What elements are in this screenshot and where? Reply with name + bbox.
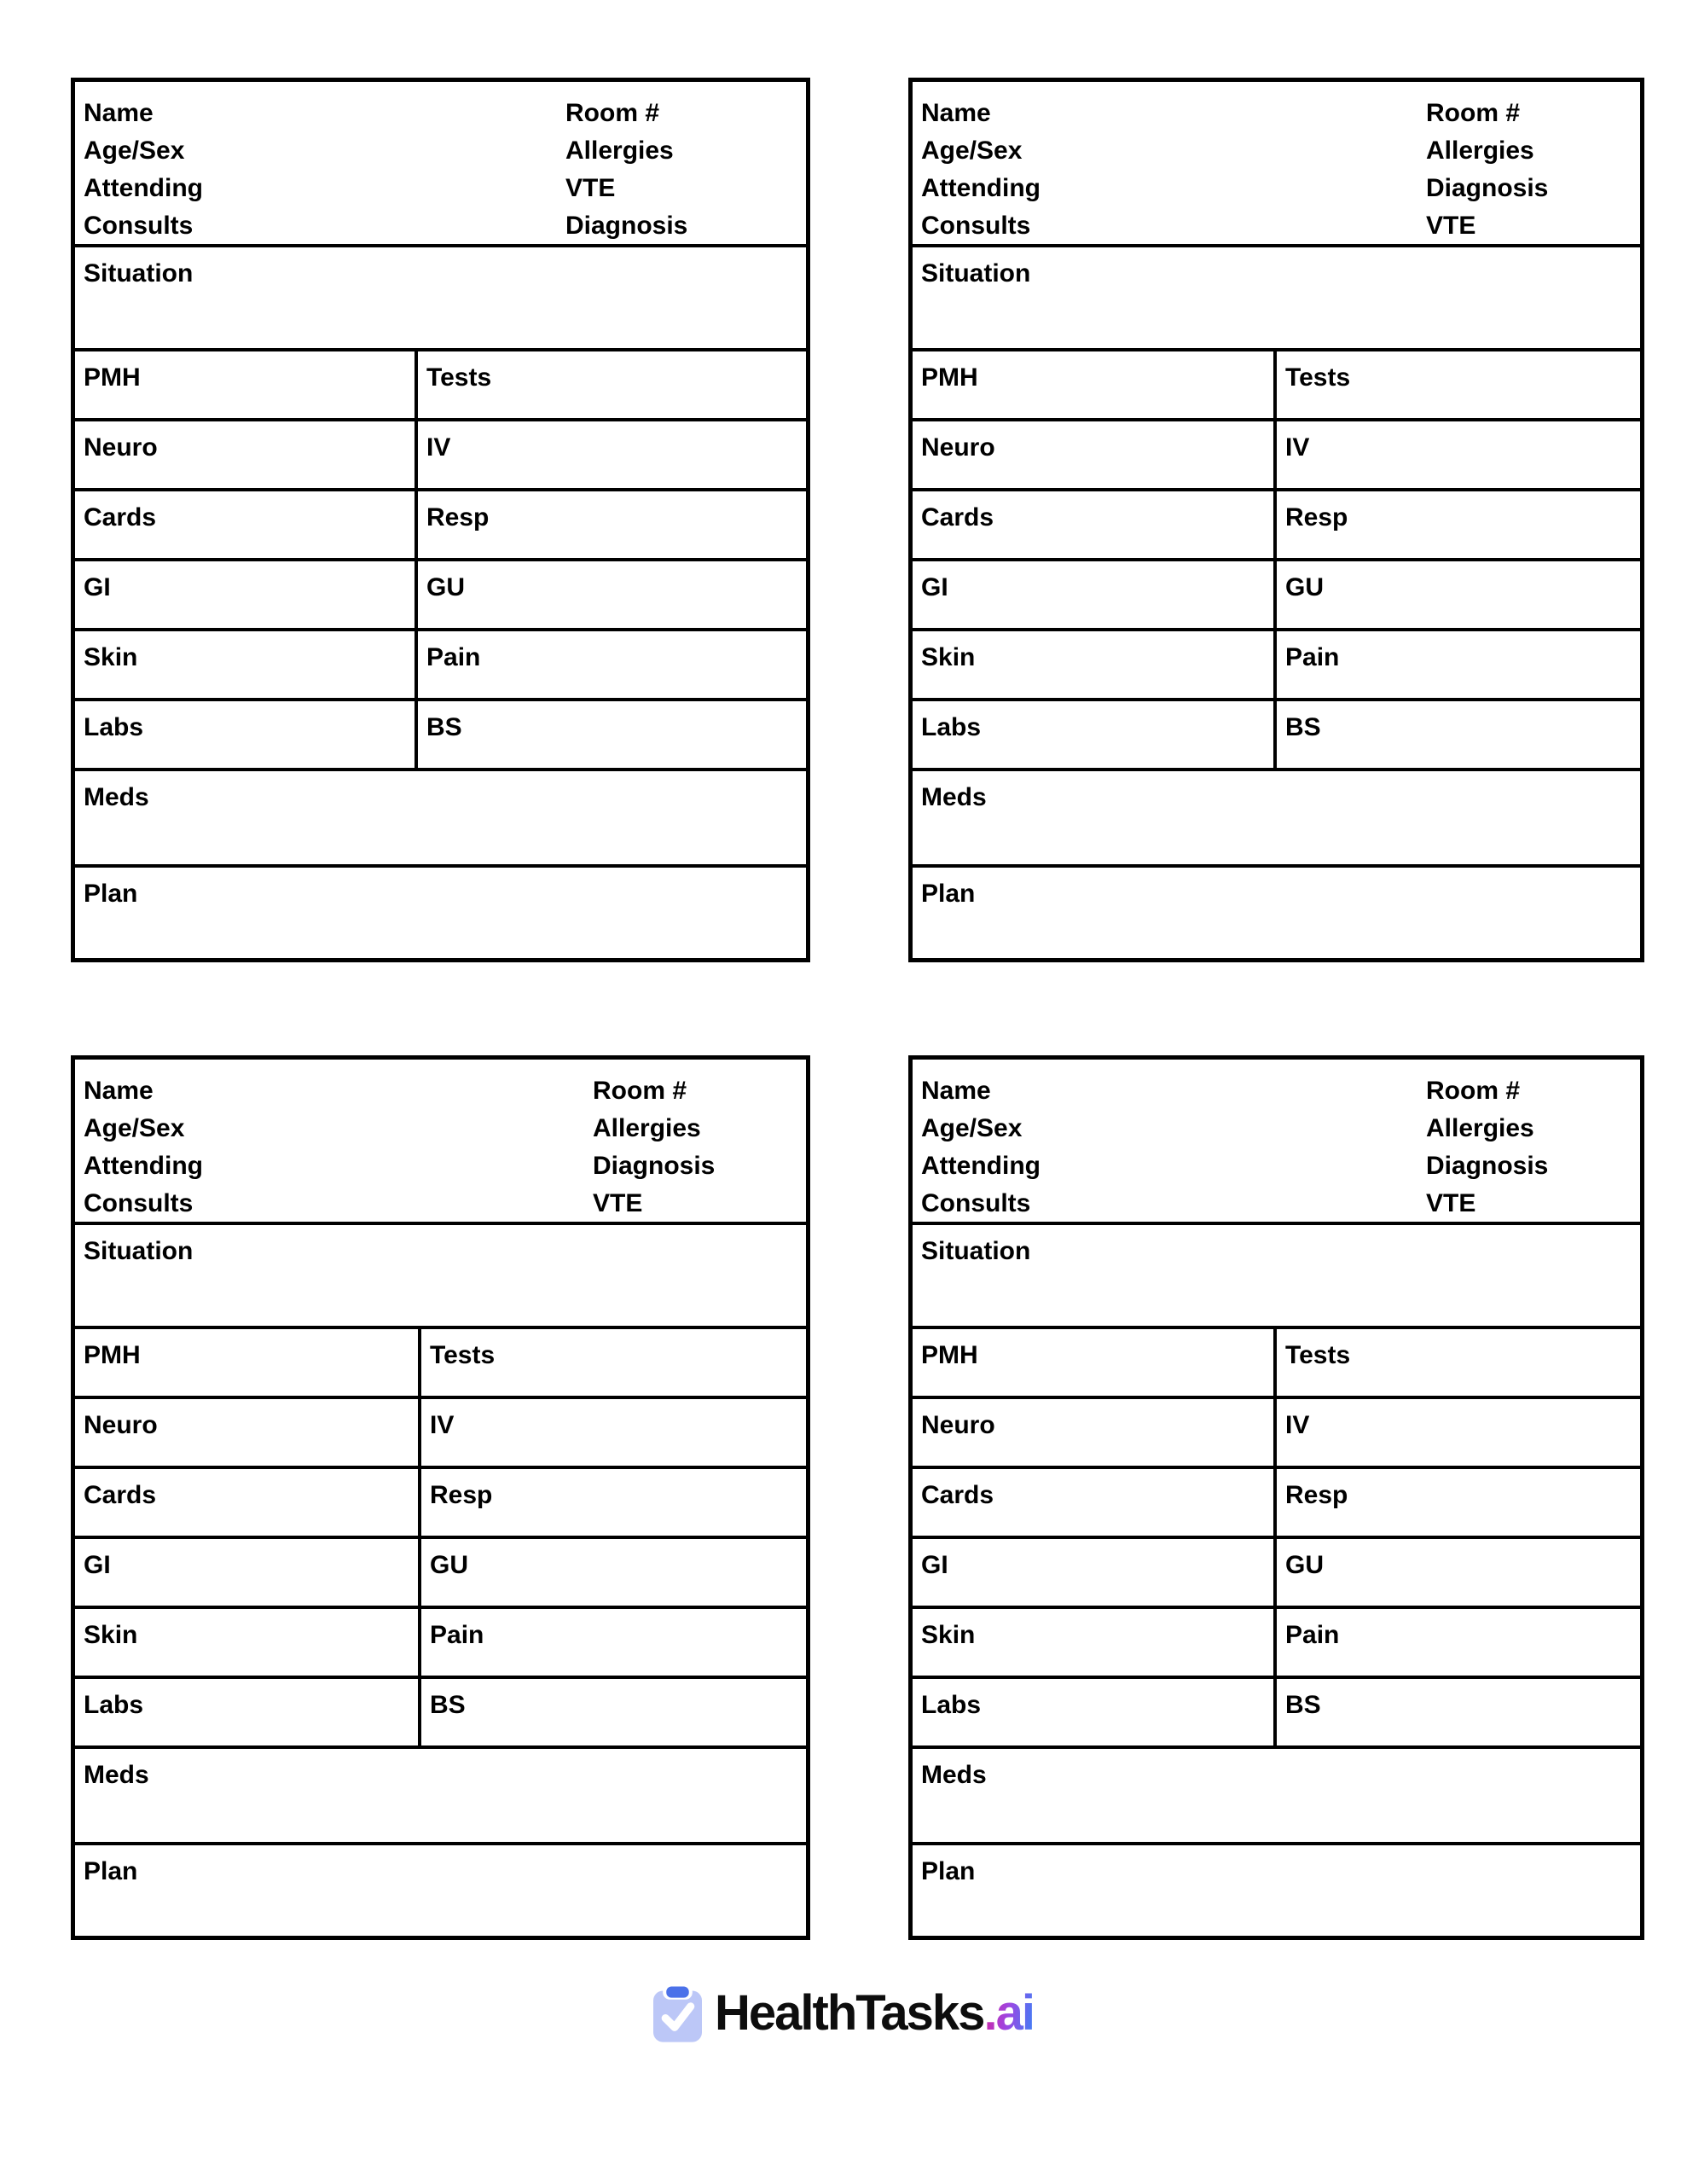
detail-row [913, 418, 1640, 488]
gu-cell: GU [1273, 1539, 1640, 1606]
detail-row [913, 1466, 1640, 1536]
brand-name: HealthTasks [715, 1985, 984, 2041]
situation-section: Situation [913, 1222, 1640, 1326]
cards-cell: Cards [84, 1481, 157, 1509]
detail-row [913, 488, 1640, 558]
report-card-top-right [908, 78, 1644, 962]
detail-row [75, 488, 806, 558]
patient-info-left-column [84, 95, 565, 245]
plan-section: Plan [913, 1842, 1640, 1936]
neuro-cell: Neuro [921, 1411, 995, 1439]
pain-cell: Pain [415, 631, 806, 698]
age-sex-label: Age/Sex [84, 136, 185, 165]
pmh-cell: PMH [84, 1341, 141, 1369]
labs-cell: Labs [921, 713, 982, 741]
detail-row [75, 348, 806, 418]
plan-section: Plan [75, 864, 806, 958]
gu-cell: GU [415, 561, 806, 628]
patient-info-left-column [921, 1072, 1426, 1223]
room-number-label: Room # [1426, 1077, 1521, 1105]
iv-cell: IV [1273, 1399, 1640, 1466]
labs-cell: Labs [84, 1691, 144, 1719]
gi-cell: GI [84, 1551, 111, 1579]
cards-cell: Cards [921, 1481, 994, 1509]
name-label: Name [921, 99, 991, 127]
tests-cell: Tests [1273, 351, 1640, 418]
patient-info-left-column [921, 95, 1426, 245]
detail-row [913, 1606, 1640, 1676]
bs-cell: BS [418, 1679, 806, 1745]
cards-cell: Cards [84, 503, 157, 531]
resp-cell: Resp [1273, 1469, 1640, 1536]
age-sex-label: Age/Sex [921, 136, 1023, 165]
age-sex-label: Age/Sex [84, 1114, 185, 1142]
name-label: Name [921, 1077, 991, 1105]
gi-cell: GI [921, 573, 948, 601]
room-number-label: Room # [593, 1077, 687, 1105]
resp-cell: Resp [1273, 491, 1640, 558]
detail-row [913, 1396, 1640, 1466]
vte-label: VTE [1426, 212, 1476, 240]
detail-row [75, 1676, 806, 1745]
gi-cell: GI [84, 573, 111, 601]
clipboard-check-icon [653, 1984, 702, 2042]
consults-label: Consults [84, 212, 194, 240]
report-card-top-left [71, 78, 810, 962]
pain-cell: Pain [418, 1609, 806, 1676]
neuro-cell: Neuro [84, 433, 158, 462]
situation-section: Situation [75, 244, 806, 348]
skin-cell: Skin [84, 643, 138, 671]
detail-row [75, 1606, 806, 1676]
vte-label: VTE [593, 1189, 643, 1217]
gu-cell: GU [1273, 561, 1640, 628]
pmh-cell: PMH [921, 363, 978, 392]
room-number-label: Room # [1426, 99, 1521, 127]
attending-label: Attending [84, 1152, 203, 1180]
attending-label: Attending [84, 174, 203, 202]
attending-label: Attending [921, 174, 1041, 202]
report-cards-grid [71, 78, 1644, 1940]
detail-row [913, 1536, 1640, 1606]
detail-row [913, 348, 1640, 418]
pain-cell: Pain [1273, 1609, 1640, 1676]
patient-info-header [913, 82, 1640, 244]
room-number-label: Room # [565, 99, 660, 127]
allergies-label: Allergies [593, 1114, 701, 1142]
detail-row [913, 628, 1640, 698]
skin-cell: Skin [84, 1621, 138, 1649]
labs-cell: Labs [921, 1691, 982, 1719]
detail-row [75, 418, 806, 488]
neuro-cell: Neuro [921, 433, 995, 462]
vte-label: VTE [565, 174, 616, 202]
patient-info-right-column [593, 1072, 797, 1223]
bs-cell: BS [1273, 701, 1640, 768]
diagnosis-label: Diagnosis [565, 212, 688, 240]
skin-cell: Skin [921, 643, 976, 671]
patient-info-header [75, 1060, 806, 1222]
cards-cell: Cards [921, 503, 994, 531]
skin-cell: Skin [921, 1621, 976, 1649]
iv-cell: IV [415, 421, 806, 488]
name-label: Name [84, 1077, 154, 1105]
detail-row [913, 1676, 1640, 1745]
iv-cell: IV [418, 1399, 806, 1466]
meds-section: Meds [913, 1745, 1640, 1842]
diagnosis-label: Diagnosis [1426, 1152, 1549, 1180]
labs-cell: Labs [84, 713, 144, 741]
plan-section: Plan [913, 864, 1640, 958]
meds-section: Meds [913, 768, 1640, 864]
detail-row [75, 1396, 806, 1466]
patient-info-header [75, 82, 806, 244]
detail-row [913, 1326, 1640, 1396]
detail-row [75, 1326, 806, 1396]
bs-cell: BS [1273, 1679, 1640, 1745]
consults-label: Consults [921, 1189, 1031, 1217]
gi-cell: GI [921, 1551, 948, 1579]
report-card-bottom-left [71, 1055, 810, 1940]
brand-suffix: .ai [983, 1985, 1034, 2041]
report-card-bottom-right [908, 1055, 1644, 1940]
allergies-label: Allergies [1426, 1114, 1534, 1142]
patient-info-right-column [1426, 1072, 1632, 1223]
detail-row [913, 698, 1640, 768]
attending-label: Attending [921, 1152, 1041, 1180]
name-label: Name [84, 99, 154, 127]
patient-info-right-column [565, 95, 797, 245]
detail-row [75, 1536, 806, 1606]
detail-row [913, 558, 1640, 628]
vte-label: VTE [1426, 1189, 1476, 1217]
tests-cell: Tests [418, 1329, 806, 1396]
meds-section: Meds [75, 768, 806, 864]
pmh-cell: PMH [921, 1341, 978, 1369]
allergies-label: Allergies [1426, 136, 1534, 165]
pmh-cell: PMH [84, 363, 141, 392]
detail-row [75, 698, 806, 768]
situation-section: Situation [75, 1222, 806, 1326]
resp-cell: Resp [418, 1469, 806, 1536]
resp-cell: Resp [415, 491, 806, 558]
gu-cell: GU [418, 1539, 806, 1606]
situation-section: Situation [913, 244, 1640, 348]
neuro-cell: Neuro [84, 1411, 158, 1439]
plan-section: Plan [75, 1842, 806, 1936]
bs-cell: BS [415, 701, 806, 768]
brand-footer [0, 1984, 1687, 2042]
allergies-label: Allergies [565, 136, 674, 165]
detail-row [75, 1466, 806, 1536]
diagnosis-label: Diagnosis [1426, 174, 1549, 202]
consults-label: Consults [921, 212, 1031, 240]
consults-label: Consults [84, 1189, 194, 1217]
detail-row [75, 558, 806, 628]
iv-cell: IV [1273, 421, 1640, 488]
detail-row [75, 628, 806, 698]
brand-wordmark [715, 1985, 1034, 2041]
tests-cell: Tests [1273, 1329, 1640, 1396]
tests-cell: Tests [415, 351, 806, 418]
patient-info-right-column [1426, 95, 1632, 245]
meds-section: Meds [75, 1745, 806, 1842]
pain-cell: Pain [1273, 631, 1640, 698]
patient-info-header [913, 1060, 1640, 1222]
diagnosis-label: Diagnosis [593, 1152, 716, 1180]
age-sex-label: Age/Sex [921, 1114, 1023, 1142]
patient-info-left-column [84, 1072, 593, 1223]
